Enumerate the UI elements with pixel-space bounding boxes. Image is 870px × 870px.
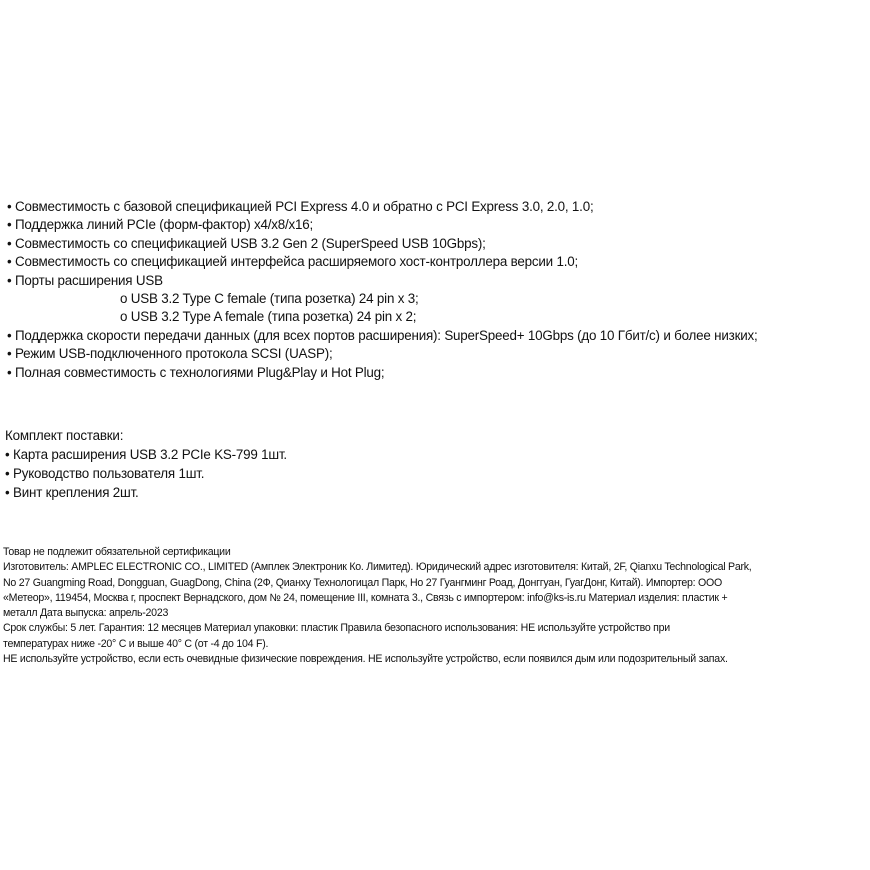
feature-item: • Режим USB-подключенного протокола SCSI (UASP);: [7, 346, 333, 362]
legal-line: Товар не подлежит обязательной сертификации: [3, 546, 231, 558]
legal-line: НЕ используйте устройство, если есть очевидные физические повреждения. НЕ используйте устройство, если появился дым или подозрительный запах.: [3, 653, 728, 666]
package-contents-title: Комплект поставки:: [5, 428, 124, 443]
legal-line: No 27 Guangming Road, Dongguan, GuagDong, China (2Ф, Qианху Технологицал Парк, Но 27 Гуангминг Роад, Донггуан, ГуагДонг, Китай). Импортер: ООО: [3, 576, 722, 589]
feature-item: • Полная совместимость с технологиями Plug&Play и Hot Plug;: [7, 364, 385, 380]
package-item: • Руководство пользователя 1шт.: [5, 466, 205, 481]
legal-line: Срок службы: 5 лет. Гарантия: 12 месяцев Материал упаковки: пластик Правила безопасного использования: НЕ используйте устройство при: [3, 622, 670, 635]
feature-item: • Поддержка линий PCIe (форм-фактор) x4/x8/x16;: [7, 217, 314, 233]
feature-item: • Совместимость со спецификацией USB 3.2 Gen 2 (SuperSpeed USB 10Gbps);: [7, 235, 486, 251]
package-contents: [5, 426, 865, 502]
port-item: o USB 3.2 Type C female (типа розетка) 24 pin x 3;: [120, 291, 419, 307]
port-item: o USB 3.2 Type A female (типа розетка) 24 pin x 2;: [120, 309, 417, 325]
package-item: • Карта расширения USB 3.2 PCIe KS-799 1шт.: [5, 447, 287, 462]
features-list: [7, 198, 867, 382]
legal-info: [3, 545, 867, 667]
feature-item: • Совместимость со спецификацией интерфейса расширяемого хост-контроллера версии 1.0;: [7, 254, 578, 270]
legal-line: Изготовитель: AMPLEC ELECTRONIC CO., LIMITED (Амплек Электроник Ко. Лимитед). Юридический адрес изготовителя: Китай, 2F, Qianxu Technological Park,: [3, 561, 752, 574]
feature-item: • Порты расширения USB: [7, 272, 163, 288]
legal-line: температурах ниже -20° С и выше 40° С (от -4 до 104 F).: [3, 637, 269, 650]
legal-line: металл Дата выпуска: апрель-2023: [3, 607, 169, 620]
legal-line: «Метеор», 119454, Москва г, проспект Вернадского, дом № 24, помещение III, комната 3., Связь с импортером: info@ks-is.ru Материал изделия: пластик +: [3, 591, 728, 604]
feature-item: • Поддержка скорости передачи данных (для всех портов расширения): SuperSpeed+ 10Gbps (до 10 Гбит/с) и более низких;: [7, 327, 758, 343]
package-item: • Винт крепления 2шт.: [5, 485, 139, 500]
feature-item: • Совместимость с базовой спецификацией PCI Express 4.0 и обратно с PCI Express 3.0, 2.0, 1.0;: [7, 199, 594, 214]
